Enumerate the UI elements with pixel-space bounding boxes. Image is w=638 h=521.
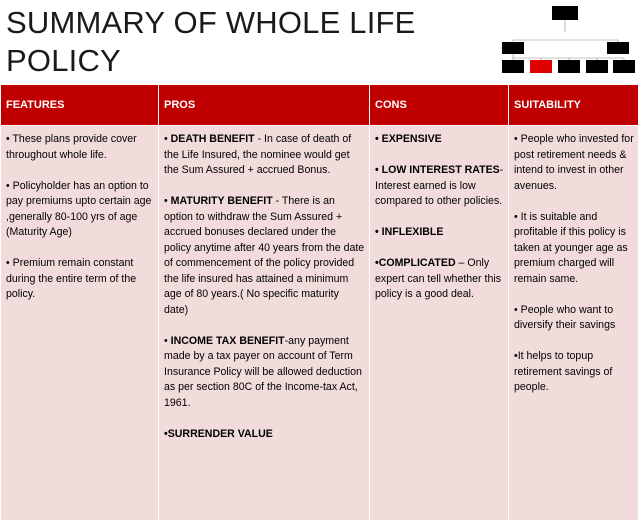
org-node-3	[558, 60, 580, 73]
suitability-item: •It helps to topup retirement savings of people.	[514, 349, 634, 396]
org-node-top	[552, 6, 578, 20]
pro-item-surrender-value: •SURRENDER VALUE	[164, 427, 365, 443]
header-suitability: SUITABILITY	[509, 85, 638, 126]
org-node-4	[586, 60, 608, 73]
maturity-benefit-label: MATURITY BENEFIT	[171, 195, 273, 207]
cons-cell	[370, 126, 509, 521]
org-node-right	[607, 42, 629, 54]
org-node-left	[502, 42, 524, 54]
header-pros: PROS	[159, 85, 370, 126]
header-features: FEATURES	[1, 85, 159, 126]
income-tax-benefit-label: INCOME TAX BENEFIT	[171, 335, 285, 347]
con-item-inflexible: • INFLEXIBLE	[375, 225, 504, 241]
pro-item-income-tax-benefit: • INCOME TAX BENEFIT-any payment made by a tax payer on account of Term Insurance Policy will be allowed deduction as per section 80C of the Income-tax Act, 1961.	[164, 334, 365, 412]
feature-item: • These plans provide cover throughout whole life.	[6, 132, 154, 163]
org-node-1	[502, 60, 524, 73]
suitability-item: • People who invested for post retirement needs & intend to invest in other avenues.	[514, 132, 634, 194]
con-item-complicated: •COMPLICATED – Only expert can tell whether this policy is a good deal.	[375, 256, 504, 303]
suitability-cell	[509, 126, 638, 521]
feature-item: • Policyholder has an option to pay premiums upto certain age ,generally 80-100 yrs of age (Maturity Age)	[6, 179, 154, 241]
con-item-low-interest: • LOW INTEREST RATES-Interest earned is low compared to other policies.	[375, 163, 504, 210]
con-item-expensive: • EXPENSIVE	[375, 132, 504, 148]
org-node-5	[613, 60, 635, 73]
header-cons: CONS	[370, 85, 509, 126]
suitability-item: • It is suitable and profitable if this policy is taken at younger age as premium charged will remain same.	[514, 210, 634, 288]
slide-title	[6, 4, 416, 80]
content-row	[1, 126, 638, 521]
pro-item-maturity-benefit: • MATURITY BENEFIT - There is an option to withdraw the Sum Assured + accrued bonuses declared under the policy anytime after 40 years from the date of commencement of the policy provided the life insured has attained a minimum age of 80 years.( No specific maturity date)	[164, 194, 365, 318]
pros-cell	[159, 126, 370, 521]
features-cell	[1, 126, 159, 521]
summary-table	[0, 84, 638, 521]
org-node-highlight	[530, 60, 552, 73]
org-chart-thumbnail	[494, 2, 636, 76]
pro-item-death-benefit: • DEATH BENEFIT - In case of death of the Life Insured, the nominee would get the Sum Assured + accrued Bonus.	[164, 132, 365, 179]
title-line-2: POLICY	[6, 42, 416, 80]
suitability-item: • People who want to diversify their savings	[514, 303, 634, 334]
header-row	[1, 85, 638, 126]
death-benefit-label: DEATH BENEFIT	[171, 133, 255, 145]
feature-item: • Premium remain constant during the entire term of the policy.	[6, 256, 154, 303]
title-line-1: SUMMARY OF WHOLE LIFE	[6, 4, 416, 42]
